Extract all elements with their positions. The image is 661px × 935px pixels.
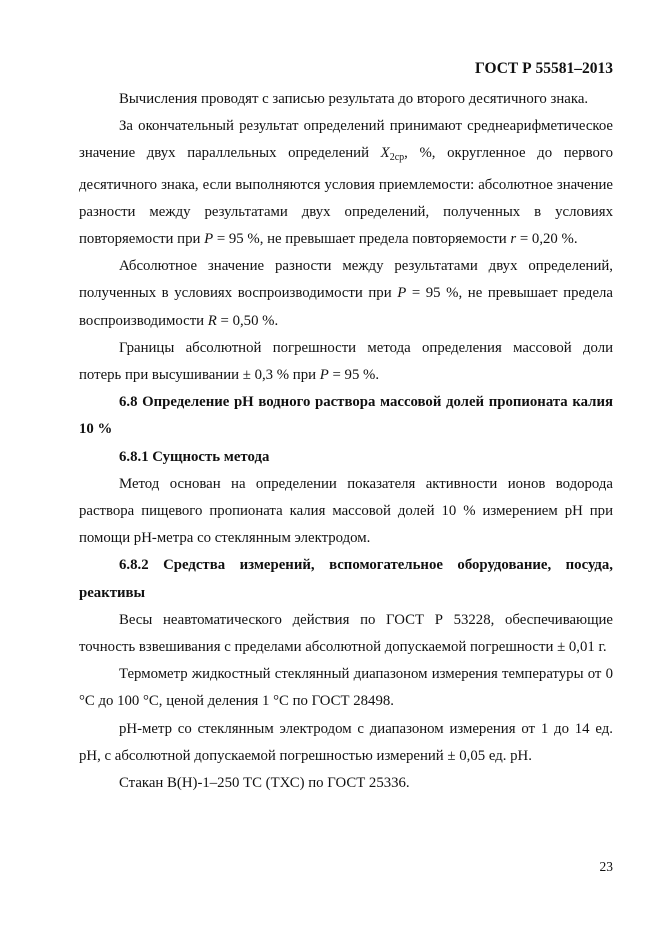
paragraph-text: , %, округленное до первого десятичного знака, если выполняются условия приемлемости: абсолютное значение разности между результатами двух определений, полученных в условиях повторяемости при <box>79 145 613 248</box>
page-number: 23 <box>599 859 613 874</box>
subscript: 2ср <box>389 152 405 164</box>
variable-x: X <box>380 145 390 162</box>
paragraph-text: За окончательный результат определений принимают среднеарифметическое значение двух параллельных определений <box>79 118 613 162</box>
paragraph-scales: Весы неавтоматического действия по ГОСТ Р 53228, обеспечивающие точность взвешивания с пределами абсолютной допускаемой погрешности ± 0,01 г. <box>79 611 613 656</box>
paragraph-beaker: Стакан В(Н)-1–250 ТС (ТХС) по ГОСТ 25336. <box>119 775 410 792</box>
section-heading-6-8: 6.8 Определение рН водного раствора массовой долей пропионата калия 10 % <box>79 394 613 438</box>
paragraph-method-principle: Метод основан на определении показателя активности ионов водорода раствора пищевого пропионата калия массовой долей 10 % измерением рН при помощи рН-метра со стеклянным электродом. <box>79 475 613 547</box>
section-heading-6-8-2: 6.8.2 Средства измерений, вспомогательное оборудование, посуда, реактивы <box>79 557 613 601</box>
paragraph-ph-meter: рН-метр со стеклянным электродом с диапазоном измерения от 1 до 14 ед. рН, с абсолютной допускаемой погрешностью измерений ± 0,05 ед. рН. <box>79 720 613 764</box>
section-heading-6-8-1: 6.8.1 Сущность метода <box>119 448 270 465</box>
paragraph-text: = 95 %, не превышает предела воспроизводимости <box>79 285 613 329</box>
variable-r: R <box>207 312 217 329</box>
variable-r: r <box>510 231 517 248</box>
variable-p: P <box>397 285 407 302</box>
paragraph-text: = 95 %, не превышает предела повторяемости <box>213 231 511 248</box>
paragraph-text: Границы абсолютной погрешности метода определения массовой доли потерь при высушивании ± 0,3 % при <box>79 339 613 384</box>
variable-p: P <box>204 231 214 248</box>
paragraph-text: = 0,20 %. <box>516 231 578 248</box>
paragraph-text: = 95 %. <box>328 367 380 384</box>
paragraph-reproducibility <box>79 253 613 335</box>
paragraph-calc-precision: Вычисления проводят с записью результата до второго десятичного знака. <box>119 91 589 107</box>
paragraph-error-bounds <box>79 335 613 389</box>
paragraph-text: Абсолютное значение разности между результатами двух определений, полученных в условиях воспроизводимости при <box>79 258 613 302</box>
paragraph-text: = 0,50 %. <box>216 312 279 329</box>
paragraph-thermometer: Термометр жидкостный стеклянный диапазоном измерения температуры от 0 °С до 100 °С, ценой деления 1 °С по ГОСТ 28498. <box>79 666 613 710</box>
paragraph-final-result <box>79 113 613 253</box>
variable-p: P <box>319 367 329 384</box>
document-body <box>79 86 613 797</box>
document-header: ГОСТ Р 55581–2013 <box>475 60 613 77</box>
